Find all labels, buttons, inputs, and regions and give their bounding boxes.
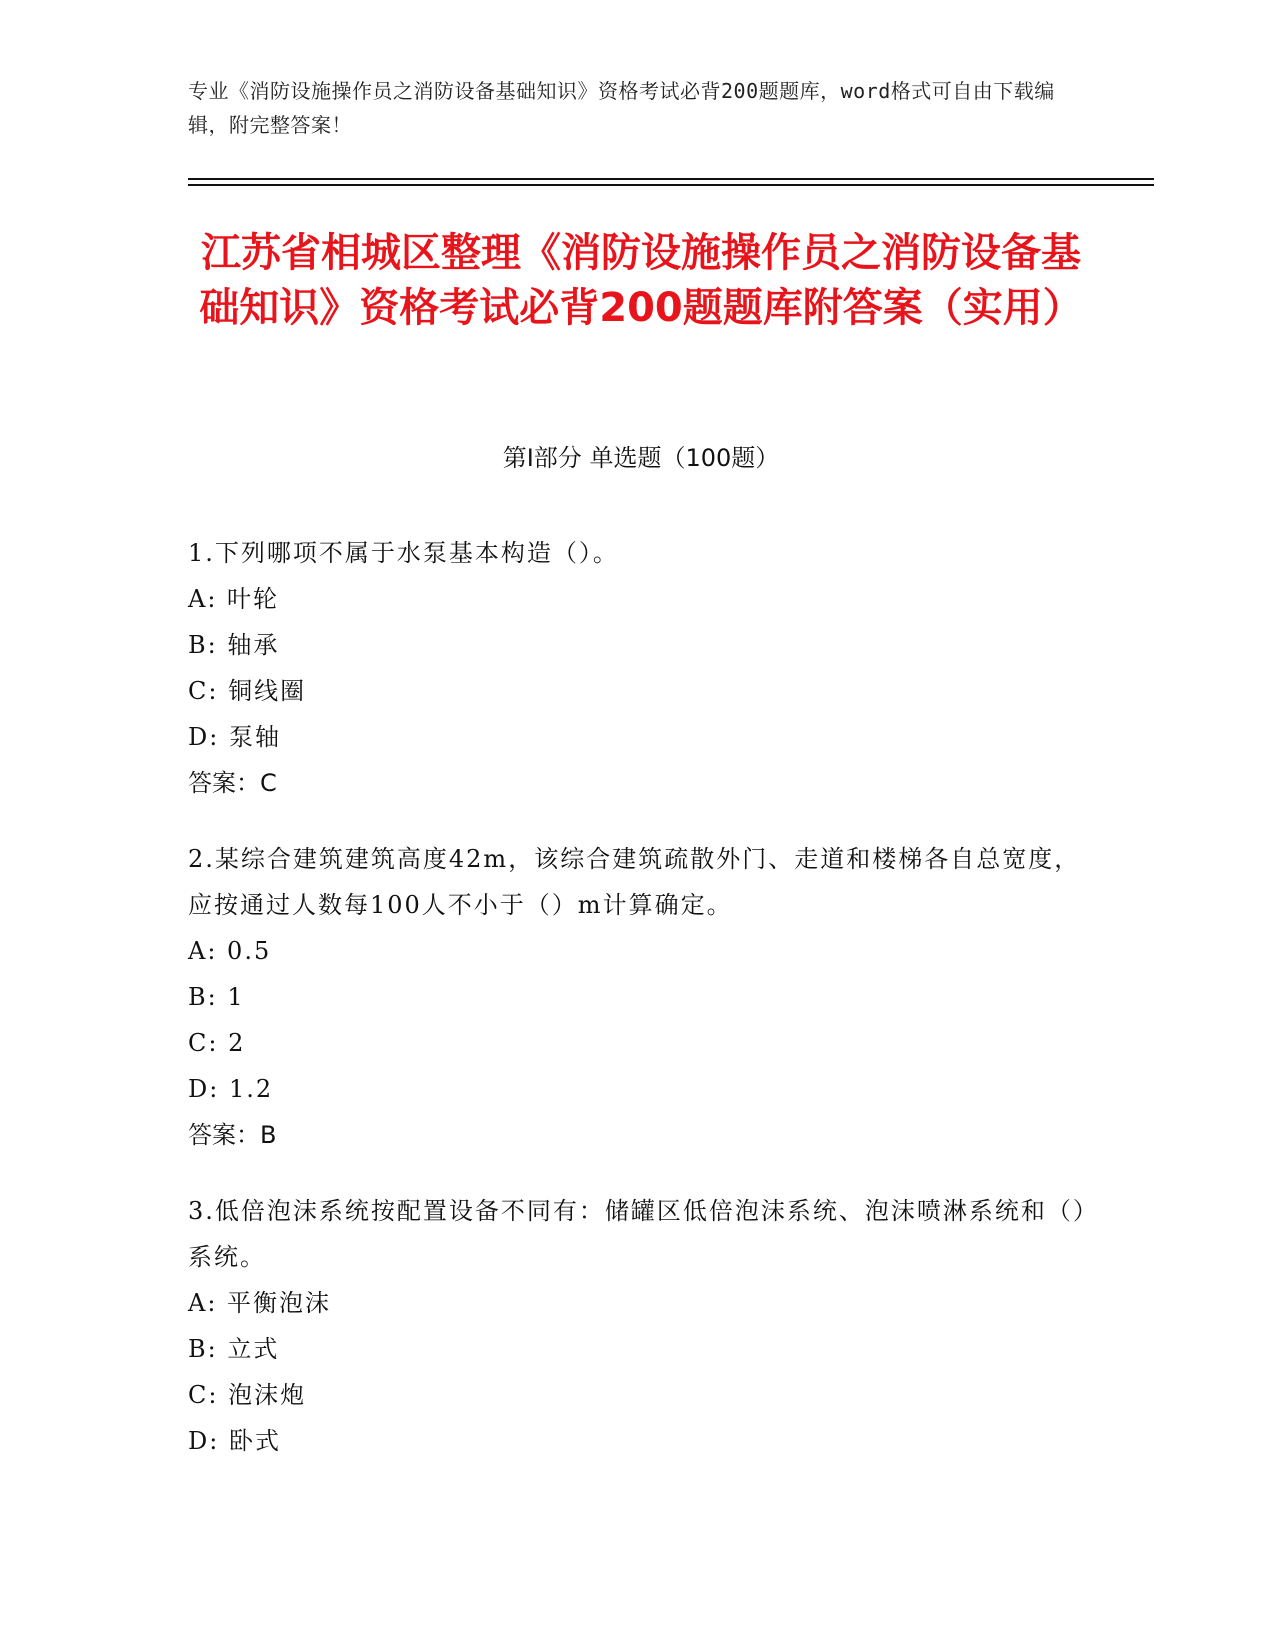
- option-b: B: 1: [188, 983, 245, 1011]
- header-note: 专业《消防设施操作员之消防设备基础知识》资格考试必背200题题库，word格式可自由下载编辑，附完整答案！: [188, 79, 1055, 137]
- option-b: B: 立式: [188, 1335, 280, 1363]
- question-text: 2.某综合建筑建筑高度42m，该综合建筑疏散外门、走道和楼梯各自总宽度，应按通过人数每100人不小于（）m计算确定。: [188, 845, 1081, 919]
- answer-text: 答案：C: [188, 769, 277, 797]
- header-divider-top: [188, 178, 1154, 180]
- question-item: [188, 1188, 1088, 1464]
- option-d: D: 泵轴: [188, 723, 281, 751]
- question-item: [188, 836, 1088, 1158]
- section-title: 第Ⅰ部分 单选题（100题）: [502, 444, 780, 472]
- question-list: [188, 530, 1088, 1494]
- question-text: 1.下列哪项不属于水泵基本构造（）。: [188, 539, 619, 567]
- option-a: A: 叶轮: [188, 585, 280, 613]
- option-d: D: 卧式: [188, 1427, 281, 1455]
- option-a: A: 0.5: [188, 937, 272, 965]
- option-d: D: 1.2: [188, 1075, 274, 1103]
- option-c: C: 2: [188, 1029, 246, 1057]
- question-text: 3.低倍泡沫系统按配置设备不同有：储罐区低倍泡沫系统、泡沫喷淋系统和（）系统。: [188, 1197, 1087, 1271]
- option-c: C: 铜线圈: [188, 677, 307, 705]
- answer-text: 答案：B: [188, 1121, 277, 1149]
- header-divider-bottom: [188, 184, 1154, 186]
- option-a: A: 平衡泡沫: [188, 1289, 332, 1317]
- question-item: [188, 530, 1088, 806]
- document-title: 江苏省相城区整理《消防设施操作员之消防设备基础知识》资格考试必背200题题库附答案（实用）: [199, 230, 1083, 331]
- option-c: C: 泡沫炮: [188, 1381, 307, 1409]
- option-b: B: 轴承: [188, 631, 280, 659]
